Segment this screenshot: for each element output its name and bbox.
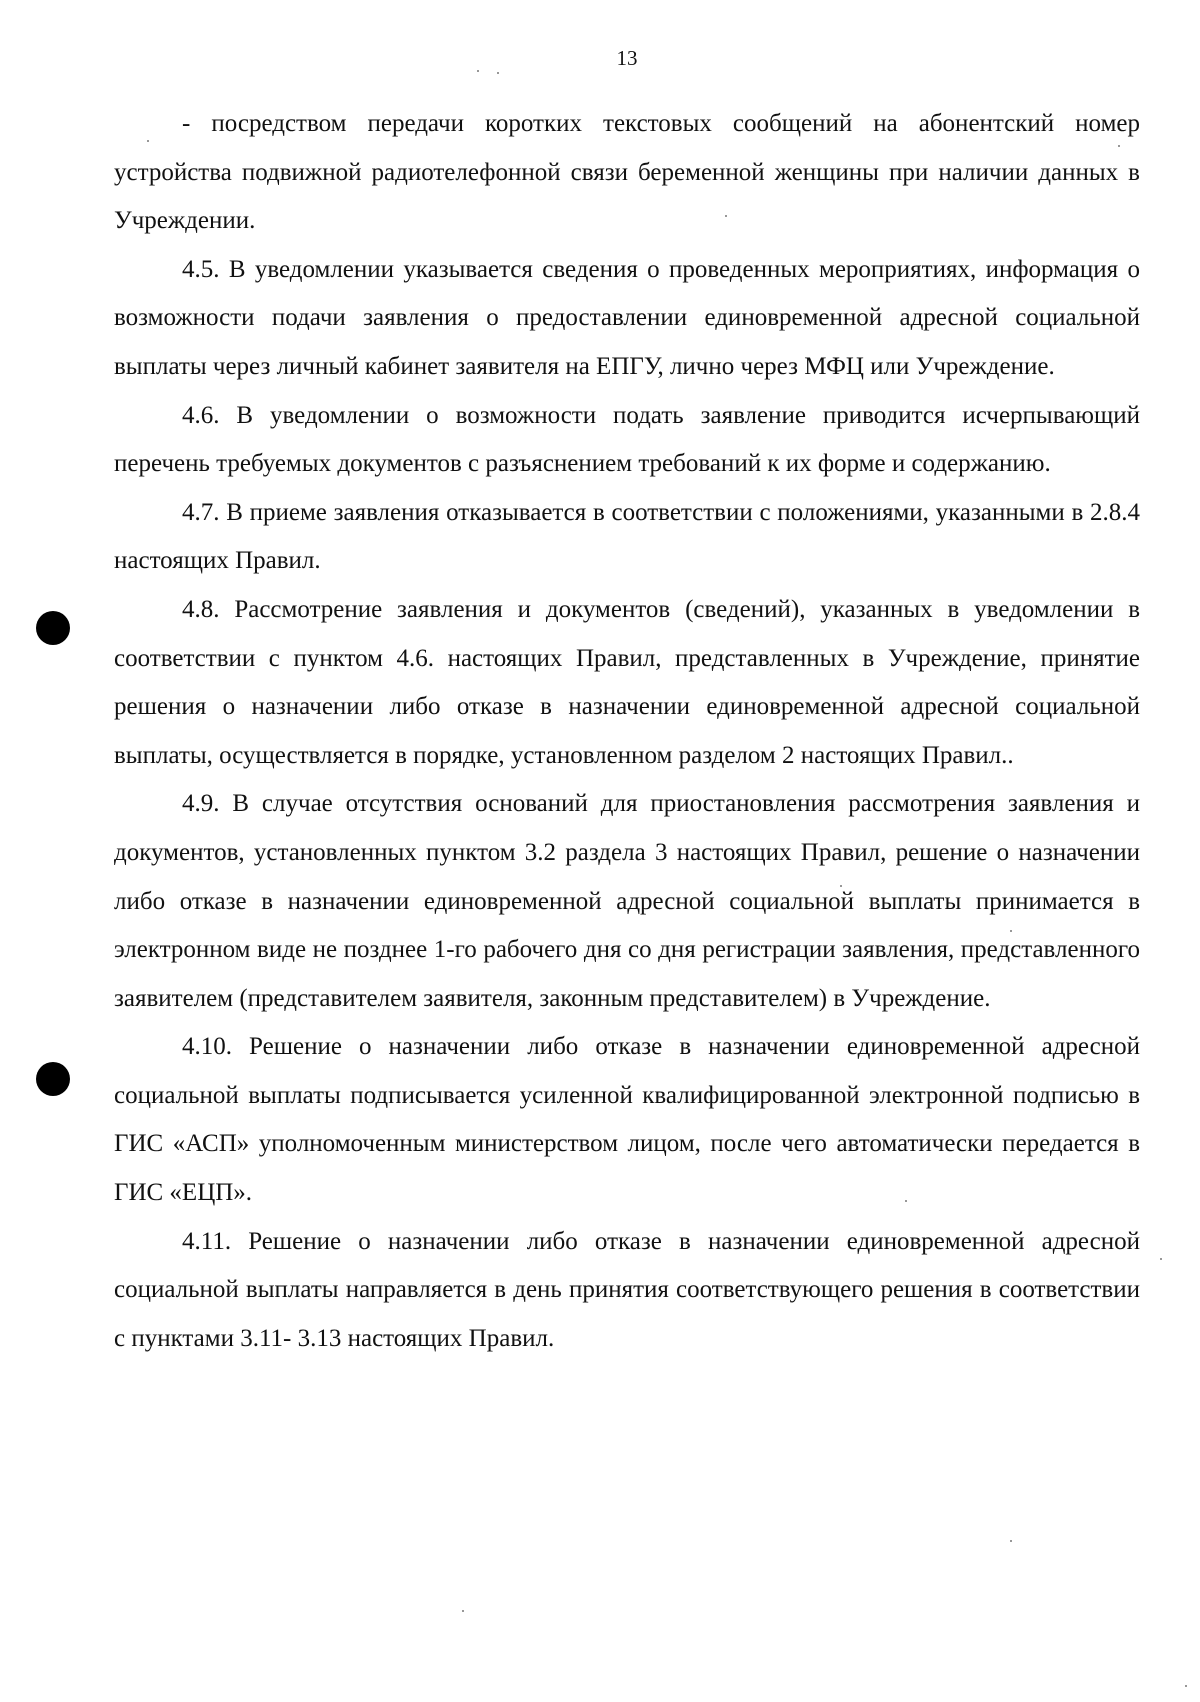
paragraph-4-7: 4.7. В приеме заявления отказывается в соответствии с положениями, указанными в 2.8.4 настоящих Правил. (114, 498, 1140, 575)
scan-speck (1010, 1540, 1012, 1542)
paragraph-4-9: 4.9. В случае отсутствия оснований для приостановления рассмотрения заявления и документов, установленных пунктом 3.2 раздела 3 настоящих Правил, решение о назначении либо отказе в назначении единовременной адресной социальной выплаты принимается в электронном виде не позднее 1-го рабочего дня со дня регистрации заявления, представленного заявителем (представителем заявителя, законным представителем) в Учреждение. (114, 790, 1140, 1012)
paragraph-4-8: 4.8. Рассмотрение заявления и документов (сведений), указанных в уведомлении в соответствии с пунктом 4.6. настоящих Правил, представленных в Учреждение, принятие решения о назначении либо отказе в назначении единовременной адресной социальной выплаты, осуществляется в порядке, установленном разделом 2 настоящих Правил.. (114, 595, 1140, 769)
paragraph-4-11: 4.11. Решение о назначении либо отказе в назначении единовременной адресной социальной выплаты направляется в день принятия соответствующего решения в соответствии с пунктами 3.11- 3.13 настоящих Правил. (114, 1227, 1140, 1352)
punch-hole-top (36, 611, 70, 645)
paragraph-4-5: 4.5. В уведомлении указывается сведения о проведенных мероприятиях, информация о возможности подачи заявления о предоставлении единовременной адресной социальной выплаты через личный кабинет заявителя на ЕПГУ, лично через МФЦ или Учреждение. (114, 255, 1140, 380)
scan-speck (477, 70, 479, 72)
punch-hole-bottom (36, 1062, 70, 1096)
page-number: 13 (616, 46, 638, 70)
paragraph-4-10: 4.10. Решение о назначении либо отказе в назначении единовременной адресной социальной выплаты подписывается усиленной квалифицированной электронной подписью в ГИС «АСП» уполномоченным министерством лицом, после чего автоматически передается в ГИС «ЕЦП». (114, 1033, 1140, 1207)
paragraph-sms-notification: - посредством передачи коротких текстовых сообщений на абонентский номер устройства подвижной радиотелефонной связи беременной женщины при наличии данных в Учреждении. (114, 110, 1140, 235)
scan-speck (1185, 1685, 1187, 1687)
scan-speck (497, 72, 499, 74)
scan-speck (462, 1610, 464, 1612)
document-body (114, 100, 1140, 1363)
scan-speck (1160, 1258, 1162, 1260)
paragraph-4-6: 4.6. В уведомлении о возможности подать заявление приводится исчерпывающий перечень требуемых документов с разъяснением требований к их форме и содержанию. (114, 401, 1140, 478)
